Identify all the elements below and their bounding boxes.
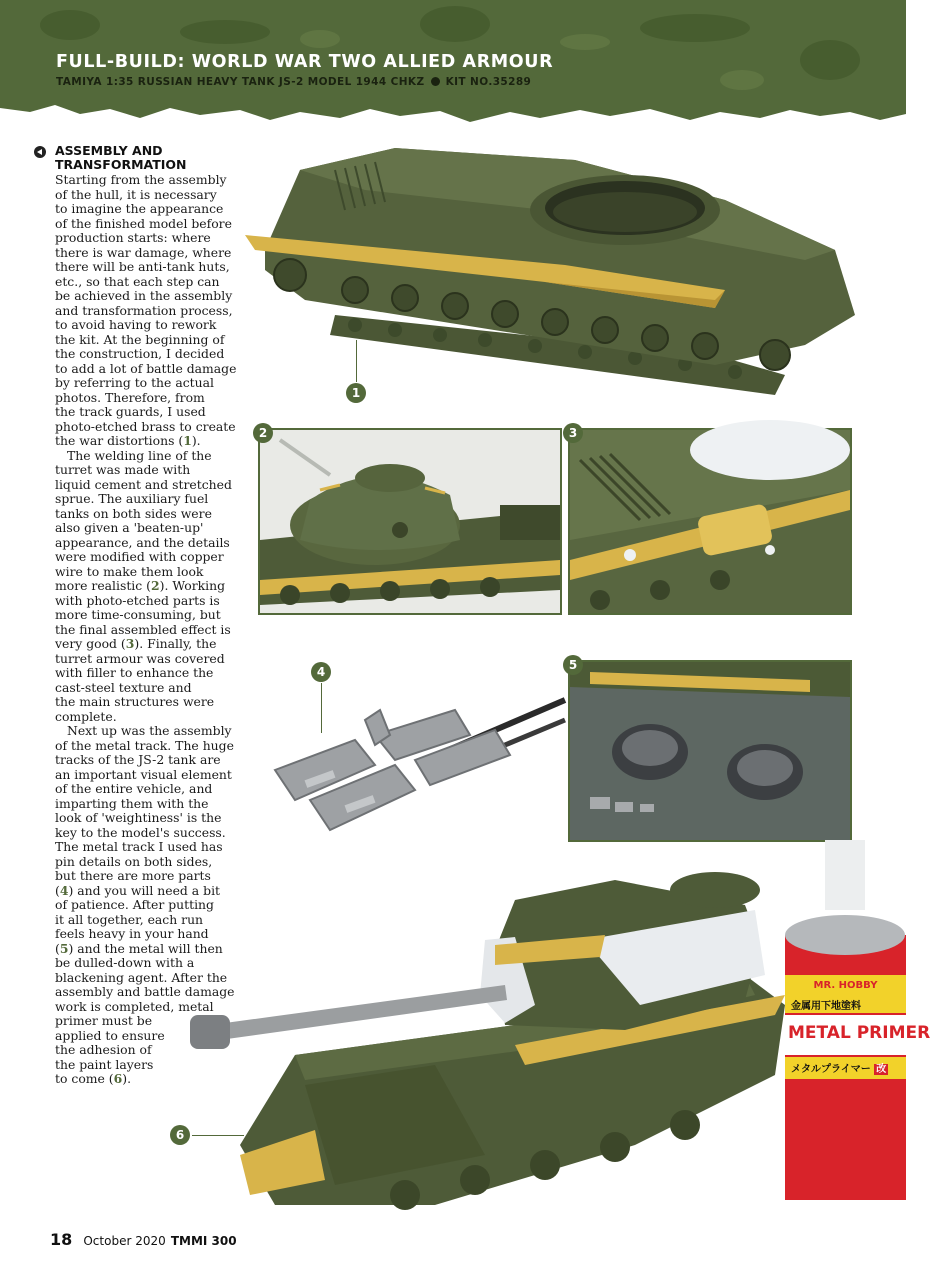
photo-6-tank-primer	[185, 825, 930, 1225]
photo-2-turret	[258, 428, 562, 615]
photo-3-brass-detail	[568, 428, 852, 615]
can-brand: MR. HOBBY	[813, 980, 878, 991]
photo-1-badge: 1	[346, 383, 366, 403]
can-jp-sub-text: メタルプライマー	[791, 1064, 871, 1075]
can-jp-sub	[791, 1060, 888, 1075]
photo-3-badge: 3	[563, 423, 583, 443]
photo-6-badge: 6	[170, 1125, 190, 1145]
photo-2-badge: 2	[253, 423, 273, 443]
photo-5-track-runs	[568, 660, 852, 842]
paragraph-3: Next up was the assembly of the metal track. The huge tracks of the JS-2 tank are an important visual element of the entire vehicle, and imparting them with the look of 'weightiness' is the key to the model's success. The metal track I used has pin details on both sides, but there are more parts (4) and you will need a bit of patience. After putting it all together, each run feels heavy in your hand (5) and the metal will then be dulled-down with a blackening agent. After the assembly and battle damage work is completed, metal primer must be applied to ensure the adhesion of the paint layers to come (6).	[55, 723, 235, 1086]
leader-line-6	[192, 1135, 244, 1136]
header-title: FULL-BUILD: WORLD WAR TWO ALLIED ARMOUR	[56, 52, 554, 72]
section-arrow-icon	[34, 146, 46, 158]
header-subtitle	[56, 76, 531, 88]
kit-name: TAMIYA 1:35 RUSSIAN HEAVY TANK JS-2 MODEL 1944 CHKZ	[56, 76, 425, 88]
issue-date: October 2020	[83, 1234, 166, 1248]
magazine-issue: TMMI 300	[170, 1234, 237, 1248]
section-heading: ASSEMBLY AND TRANSFORMATION	[55, 143, 187, 172]
header-banner	[0, 0, 906, 130]
photo-5-badge: 5	[563, 655, 583, 675]
can-main-label: METAL PRIMER	[788, 1023, 930, 1043]
can-jp-top: 金属用下地塗料	[791, 1001, 861, 1012]
kit-number: KIT NO.35289	[445, 76, 532, 88]
page-footer	[50, 1230, 237, 1249]
photo-1-hull	[245, 140, 865, 405]
paragraph-1: Starting from the assembly of the hull, it is necessary to imagine the appearance of the finished model before production starts: where there is war damage, where there will be anti-tank huts, etc., so that each step can be achieved in the assembly and transformation process, to avoid having to rework the kit. At the beginning of the construction, I decided to add a lot of battle damage by referring to the actual photos. Therefore, from the track guards, I used photo-etched brass to create the war distortions (1).	[55, 172, 237, 448]
photo-4-badge: 4	[311, 662, 331, 682]
torn-edge	[0, 100, 906, 140]
paragraph-2: The welding line of the turret was made with liquid cement and stretched sprue. The auxiliary fuel tanks on both sides were also given a 'beaten-up' appearance, and the details were modified with copper wire to make them look more realistic (2). Working with photo-etched parts is more time-consuming, but the final assembled effect is very good (3). Finally, the turret armour was covered with filler to enhance the cast-steel texture and the main structures were complete.	[55, 447, 232, 724]
can-kai-mark: 改	[876, 1064, 887, 1075]
bullet-icon	[431, 77, 440, 86]
leader-line-1	[356, 340, 357, 382]
page-number: 18	[50, 1230, 73, 1249]
leader-line-4	[321, 683, 322, 733]
